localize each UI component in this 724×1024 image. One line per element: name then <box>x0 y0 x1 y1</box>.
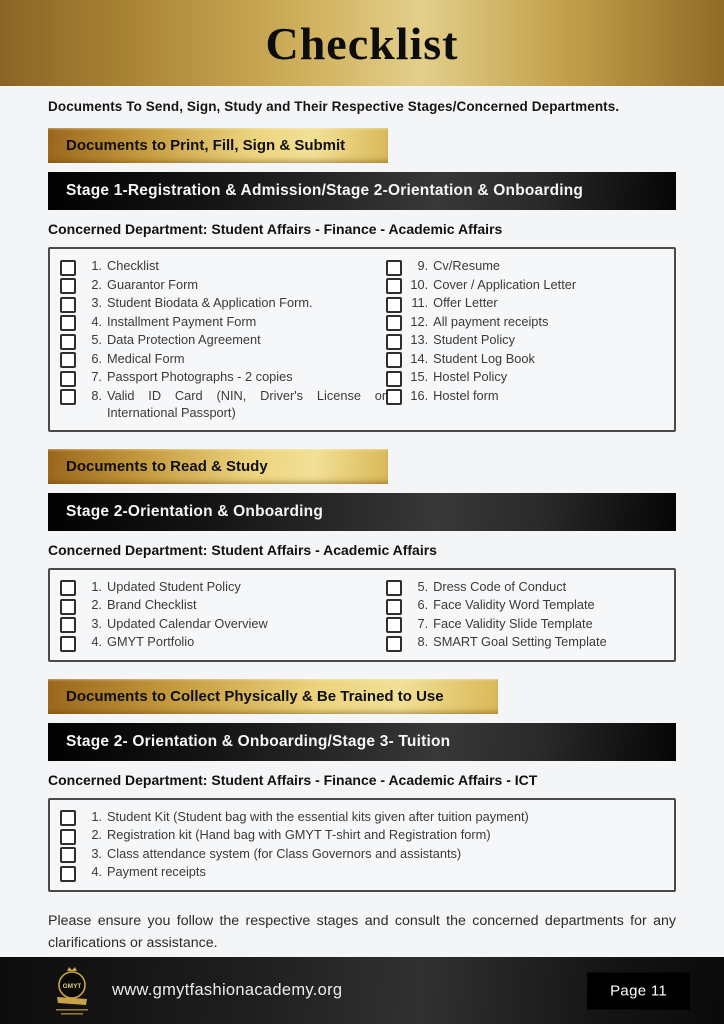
item-number: 10. <box>410 276 429 292</box>
checklist-item <box>386 615 664 634</box>
checklist-item <box>60 350 386 369</box>
checklist-item <box>60 808 664 827</box>
checkbox[interactable] <box>386 389 402 405</box>
checkbox[interactable] <box>60 260 76 276</box>
checklist-column <box>60 257 386 422</box>
checkbox[interactable] <box>386 371 402 387</box>
section-collect-physically <box>48 679 676 892</box>
item-label: Installment Payment Form <box>107 313 257 329</box>
item-number: 1. <box>91 578 102 594</box>
item-label: Offer Letter <box>433 295 498 310</box>
checklist-item <box>60 331 386 350</box>
checklist-column <box>60 808 664 882</box>
item-number: 7. <box>417 615 429 631</box>
item-number: 2. <box>91 276 102 292</box>
item-label: Hostel Policy <box>433 369 508 384</box>
item-number: 14. <box>410 350 429 366</box>
checklist-item <box>60 596 386 615</box>
item-label: Student Log Book <box>433 350 535 366</box>
checklist-item <box>386 368 664 387</box>
item-label: Passport Photographs - 2 copies <box>107 369 293 384</box>
stage-label: Stage 2- Orientation & Onboarding/Stage 3- Tuition <box>66 732 451 750</box>
item-label: Cover / Application Letter <box>433 276 577 292</box>
item-label: Student Biodata & Application Form. <box>107 295 313 310</box>
department-line: Concerned Department: Student Affairs - Academic Affairs <box>48 541 437 558</box>
item-label: All payment receipts <box>433 313 549 329</box>
item-number: 12. <box>410 313 429 329</box>
item-number: 6. <box>91 350 102 366</box>
stage-label: Stage 1-Registration & Admission/Stage 2-Orientation & Onboarding <box>66 182 584 199</box>
checkbox[interactable] <box>60 599 76 615</box>
checklist-item <box>60 633 386 652</box>
checklist-column <box>386 578 664 652</box>
closing-note: Please ensure you follow the respective stages and consult the concerned departments for any clarifications or assistance. <box>48 912 676 951</box>
stage-banner <box>48 723 676 761</box>
item-label: Class attendance system (for Class Governors and assistants) <box>107 845 462 861</box>
checkbox[interactable] <box>60 829 76 845</box>
checklist-panel <box>48 247 676 432</box>
item-number: 15. <box>410 369 429 384</box>
checklist-item <box>386 387 664 406</box>
item-number: 4. <box>91 864 102 879</box>
checklist-item <box>386 596 664 615</box>
checkbox[interactable] <box>386 636 402 652</box>
page-header <box>0 0 724 86</box>
item-number: 1. <box>91 258 102 273</box>
checkbox[interactable] <box>386 297 402 313</box>
item-label: Checklist <box>107 258 159 273</box>
gmyt-logo <box>50 964 94 1018</box>
checklist-item <box>60 845 664 864</box>
checkbox[interactable] <box>60 866 76 882</box>
department-line: Concerned Department: Student Affairs - Finance - Academic Affairs - ICT <box>48 771 538 788</box>
category-banner <box>48 449 388 484</box>
stage-banner <box>48 172 676 210</box>
item-number: 4. <box>91 634 102 649</box>
item-number: 4. <box>91 313 102 329</box>
item-label: Guarantor Form <box>107 276 199 292</box>
item-number: 6. <box>417 597 429 612</box>
checklist-item <box>60 863 664 882</box>
item-label: Updated Calendar Overview <box>107 615 268 631</box>
department-line: Concerned Department: Student Affairs - Finance - Academic Affairs <box>48 221 503 237</box>
checkbox[interactable] <box>60 315 76 331</box>
checkbox[interactable] <box>386 599 402 615</box>
item-label: Updated Student Policy <box>107 578 241 594</box>
checklist-item <box>60 257 386 276</box>
item-number: 8. <box>417 634 429 649</box>
checkbox[interactable] <box>386 580 402 596</box>
item-label: Cv/Resume <box>433 258 501 273</box>
item-number: 3. <box>91 845 102 861</box>
item-number: 9. <box>417 258 429 273</box>
item-label: Face Validity Word Template <box>433 597 595 612</box>
item-number: 3. <box>91 615 102 631</box>
category-label: Documents to Collect Physically & Be Trained to Use <box>66 687 444 705</box>
checklist-item <box>60 294 386 313</box>
checklist-item <box>60 578 386 597</box>
item-number: 7. <box>91 369 102 384</box>
item-label: Student Policy <box>433 332 515 347</box>
item-number: 5. <box>417 578 429 594</box>
checklist-panel <box>48 798 676 892</box>
item-label: Valid ID Card (NIN, Driver's License or International Passport) <box>107 387 387 420</box>
logo-ribbon <box>57 997 87 1005</box>
item-number: 16. <box>410 387 429 403</box>
page-number-badge: Page 11 <box>587 972 690 1009</box>
checklist-item <box>60 368 386 387</box>
checkbox[interactable] <box>386 278 402 294</box>
item-label: Payment receipts <box>107 864 206 879</box>
checkbox[interactable] <box>386 617 402 633</box>
item-number: 13. <box>410 332 429 347</box>
checklist-item <box>386 294 664 313</box>
item-number: 1. <box>91 808 102 824</box>
item-label: Hostel form <box>433 387 499 403</box>
item-label: Medical Form <box>107 350 185 366</box>
stage-label: Stage 2-Orientation & Onboarding <box>66 502 323 520</box>
item-label: GMYT Portfolio <box>107 634 195 649</box>
checklist-item <box>60 826 664 845</box>
item-number: 2. <box>91 597 102 612</box>
checklist-item <box>60 276 386 295</box>
checkbox[interactable] <box>60 352 76 368</box>
checklist-panel <box>48 568 676 662</box>
item-number: 11. <box>411 295 429 310</box>
checklist-item <box>60 387 386 422</box>
checklist-column <box>386 257 664 422</box>
logo-text: GMYT <box>62 982 82 990</box>
checkbox[interactable] <box>386 334 402 350</box>
checklist-item <box>60 615 386 634</box>
item-label: Registration kit (Hand bag with GMYT T-shirt and Registration form) <box>107 827 491 842</box>
item-number: 3. <box>91 295 102 310</box>
intro-text: Documents To Send, Sign, Study and Their Respective Stages/Concerned Departments. <box>48 99 620 114</box>
checkbox[interactable] <box>386 260 402 276</box>
checklist-item <box>60 313 386 332</box>
item-label: Data Protection Agreement <box>107 332 261 347</box>
checkbox[interactable] <box>60 297 76 313</box>
checkbox[interactable] <box>60 278 76 294</box>
item-number: 5. <box>91 332 102 347</box>
category-label: Documents to Print, Fill, Sign & Submit <box>66 137 346 154</box>
section-print-fill-sign-submit <box>48 128 676 432</box>
checkbox[interactable] <box>60 389 76 405</box>
checkbox[interactable] <box>60 580 76 596</box>
checklist-item <box>386 331 664 350</box>
checklist-column <box>60 578 386 652</box>
item-label: SMART Goal Setting Template <box>433 634 607 649</box>
checklist-item <box>386 350 664 369</box>
page-title: Checklist <box>265 17 459 69</box>
checklist-item <box>386 633 664 652</box>
crown-icon <box>67 967 77 971</box>
checkbox[interactable] <box>60 617 76 633</box>
item-number: 2. <box>91 827 102 842</box>
item-label: Dress Code of Conduct <box>433 578 567 594</box>
category-banner <box>48 679 498 714</box>
item-label: Face Validity Slide Template <box>433 615 593 631</box>
checklist-item <box>386 257 664 276</box>
website-url[interactable]: www.gmytfashionacademy.org <box>112 981 343 999</box>
checklist-item <box>386 276 664 295</box>
checkbox[interactable] <box>60 371 76 387</box>
checkbox[interactable] <box>386 315 402 331</box>
category-label: Documents to Read & Study <box>66 457 268 475</box>
checkbox[interactable] <box>60 810 76 826</box>
category-banner <box>48 128 388 163</box>
checkbox[interactable] <box>60 636 76 652</box>
footer-bar <box>0 957 724 1024</box>
checkbox[interactable] <box>60 334 76 350</box>
checkbox[interactable] <box>386 352 402 368</box>
checklist-item <box>386 578 664 597</box>
page-content <box>0 98 724 954</box>
checklist-item <box>386 313 664 332</box>
section-read-study <box>48 449 676 662</box>
item-label: Student Kit (Student bag with the essential kits given after tuition payment) <box>107 808 529 824</box>
checkbox[interactable] <box>60 847 76 863</box>
stage-banner <box>48 493 676 531</box>
item-number: 8. <box>91 387 102 403</box>
item-label: Brand Checklist <box>107 597 197 612</box>
